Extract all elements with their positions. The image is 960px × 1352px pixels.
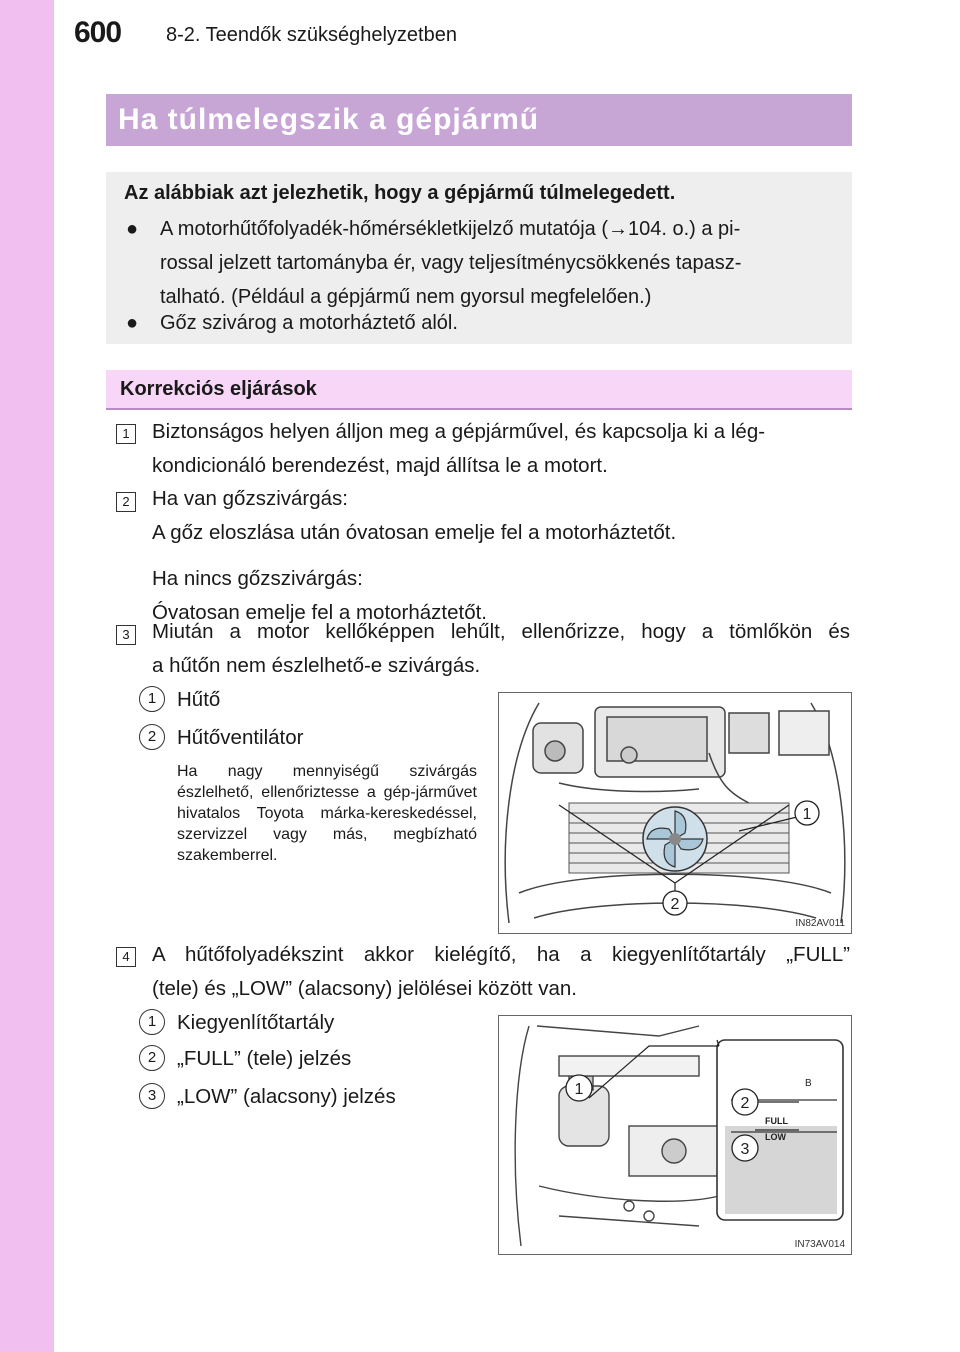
symptoms-lead: Az alábbiak azt jelezhetik, hogy a gépjármű túlmelegedett.: [124, 182, 676, 204]
callout-number: 2: [139, 1045, 165, 1071]
page-sidebar-tab: [0, 0, 54, 1352]
figure-code: IN73AV014: [794, 1239, 845, 1250]
symptom-line: talható. (Például a gépjármű nem gyorsul megfelelően.): [160, 286, 652, 308]
engine-bay-figure: [498, 692, 852, 934]
text-line: A hűtőfolyadékszint akkor kielégítő, ha a kiegyenlítőtartály „FULL”: [152, 943, 850, 966]
callout-label-radiator: Hűtő: [177, 688, 221, 711]
step-1-text: [152, 415, 850, 483]
bullet-dot-icon: ●: [126, 312, 139, 334]
text-line: Ha nincs gőzszivárgás:: [152, 567, 363, 590]
page-number: 600: [74, 16, 122, 49]
callout-number: 1: [139, 1009, 165, 1035]
figure-callout: 1: [574, 1081, 584, 1098]
text-line: (tele) és „LOW” (alacsony) jelölései között van.: [152, 977, 577, 1000]
callout-number: 2: [139, 724, 165, 750]
text-line: Biztonságos helyen álljon meg a gépjárművel, és kapcsolja ki a lég-: [152, 420, 766, 443]
b-mark: B: [805, 1078, 812, 1089]
callout-label-reservoir: Kiegyenlítőtartály: [177, 1011, 335, 1034]
step-number: 1: [116, 424, 136, 444]
symptoms-box: [106, 172, 852, 344]
text-line: A gőz eloszlása után óvatosan emelje fel a motorháztetőt.: [152, 521, 677, 544]
callout-number: 1: [139, 686, 165, 712]
callout-number: 3: [139, 1083, 165, 1109]
figure-callout: 3: [740, 1141, 750, 1158]
callout-label-low-mark: „LOW” (alacsony) jelzés: [177, 1085, 396, 1108]
title-bar: [106, 94, 852, 146]
step-4-text: [152, 938, 850, 1006]
step-2-text: [152, 482, 676, 630]
callout-label-full-mark: „FULL” (tele) jelzés: [177, 1047, 352, 1070]
leak-note: Ha nagy mennyiségű szivárgás észlelhető, ellenőriztesse a gép-járművet hivatalos Toyota márka-kereskedéssel, szervizzel vagy más, megbízható szakemberrel.: [177, 763, 477, 864]
figure-callout: 1: [802, 806, 812, 823]
chapter-heading: 8-2. Teendők szükséghelyzetben: [166, 24, 457, 46]
text-line: kondicionáló berendezést, majd állítsa le a motort.: [152, 454, 608, 477]
page-title: Ha túlmelegszik a gépjármű: [118, 103, 540, 136]
figure-callout: 2: [740, 1095, 750, 1112]
step-number: 2: [116, 492, 136, 512]
reservoir-figure: [498, 1015, 852, 1255]
step-number: 4: [116, 947, 136, 967]
symptom-line: rossal jelzett tartományba ér, vagy teljesítménycsökkenés tapasz-: [160, 252, 742, 274]
reservoir-drawing: [499, 1016, 851, 1254]
bullet-dot-icon: ●: [126, 218, 139, 240]
full-mark: FULL: [765, 1116, 788, 1126]
text-line: a hűtőn nem észlelhető-e szivárgás.: [152, 654, 481, 677]
step-number: 3: [116, 625, 136, 645]
callout-label-fan: Hűtőventilátor: [177, 726, 304, 749]
engine-bay-drawing: [499, 693, 851, 933]
text-line: Óvatosan emelje fel a motorháztetőt.: [152, 601, 488, 624]
text-line: Miután a motor kellőképpen lehűlt, ellenőrizze, hogy a tömlőkön és: [152, 620, 850, 643]
symptom-line: A motorhűtőfolyadék-hőmérsékletkijelző mutatója (→104. o.) a pi-: [160, 218, 741, 240]
text-line: Ha van gőzszivárgás:: [152, 487, 348, 510]
symptom-line: Gőz szivárog a motorháztető alól.: [160, 312, 458, 334]
section-bar: [106, 370, 852, 410]
figure-callout: 2: [670, 896, 680, 913]
step-3-text: [152, 615, 850, 683]
section-title: Korrekciós eljárások: [120, 378, 317, 400]
figure-code: IN82AV011: [795, 918, 845, 929]
low-mark: LOW: [765, 1132, 786, 1142]
